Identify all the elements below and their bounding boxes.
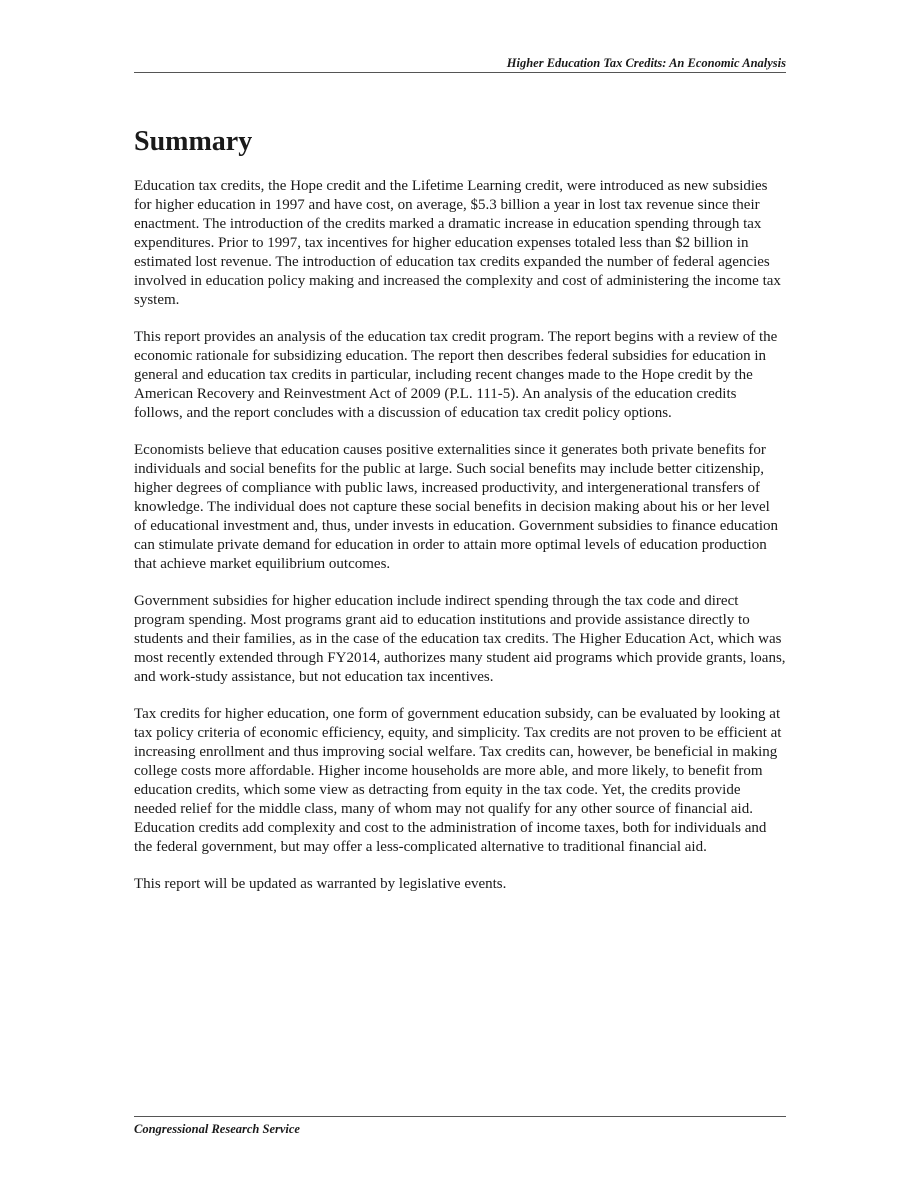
header-rule bbox=[134, 72, 786, 73]
summary-paragraph: This report will be updated as warranted by legislative events. bbox=[134, 876, 507, 892]
summary-paragraph: This report provides an analysis of the education tax credit program. The report begins with a review of the economic rationale for subsidizing education. The report then describes federal subsidies for education in general and education tax credits in particular, including recent changes made to the Hope credit by the American Recovery and Reinvestment Act of 2009 (P.L. 111-5). An analysis of the education credits follows, and the report concludes with a discussion of education tax credit policy options. bbox=[134, 329, 778, 421]
footer-rule bbox=[134, 1116, 786, 1117]
summary-paragraph: Economists believe that education causes positive externalities since it generates both private benefits for individuals and social benefits for the public at large. Such social benefits may include better citizenship, higher degrees of compliance with public laws, increased productivity, and intergenerational transfers of knowledge. The individual does not capture these social benefits in decision making about his or her level of educational investment and, thus, under invests in education. Government subsidies to finance education can stimulate private demand for education in order to attain more optimal levels of education production that achieve market equilibrium outcomes. bbox=[134, 442, 779, 572]
running-header: Higher Education Tax Credits: An Economic Analysis bbox=[506, 56, 786, 70]
page-title: Summary bbox=[134, 126, 253, 157]
summary-paragraph: Government subsidies for higher education include indirect spending through the tax code and direct program spending. Most programs grant aid to education institutions and provide assistance directly to students and their families, as in the case of the education tax credits. The Higher Education Act, which was most recently extended through FY2014, authorizes many student aid programs which provide grants, loans, and work-study assistance, but not education tax incentives. bbox=[134, 593, 786, 685]
summary-paragraph: Tax credits for higher education, one form of government education subsidy, can be evaluated by looking at tax policy criteria of economic efficiency, equity, and simplicity. Tax credits are not proven to be efficient at increasing enrollment and thus improving social welfare. Tax credits can, however, be beneficial in making college costs more affordable. Higher income households are more able, and more likely, to benefit from education credits, which some view as detracting from equity in the tax code. Yet, the credits provide needed relief for the middle class, many of whom may not qualify for any other source of financial aid. Education credits add complexity and cost to the administration of income taxes, both for individuals and the federal government, but may offer a less-complicated alternative to traditional financial aid. bbox=[134, 706, 782, 855]
summary-paragraph: Education tax credits, the Hope credit and the Lifetime Learning credit, were introduced as new subsidies for higher education in 1997 and have cost, on average, $5.3 billion a year in lost tax revenue since their enactment. The introduction of the credits marked a dramatic increase in education spending through tax expenditures. Prior to 1997, tax incentives for higher education expenses totaled less than $2 billion in estimated lost revenue. The introduction of education tax credits expanded the number of federal agencies involved in education policy making and increased the complexity and cost of administering the income tax system. bbox=[134, 178, 781, 308]
running-footer: Congressional Research Service bbox=[134, 1122, 300, 1136]
summary-body bbox=[134, 177, 786, 912]
